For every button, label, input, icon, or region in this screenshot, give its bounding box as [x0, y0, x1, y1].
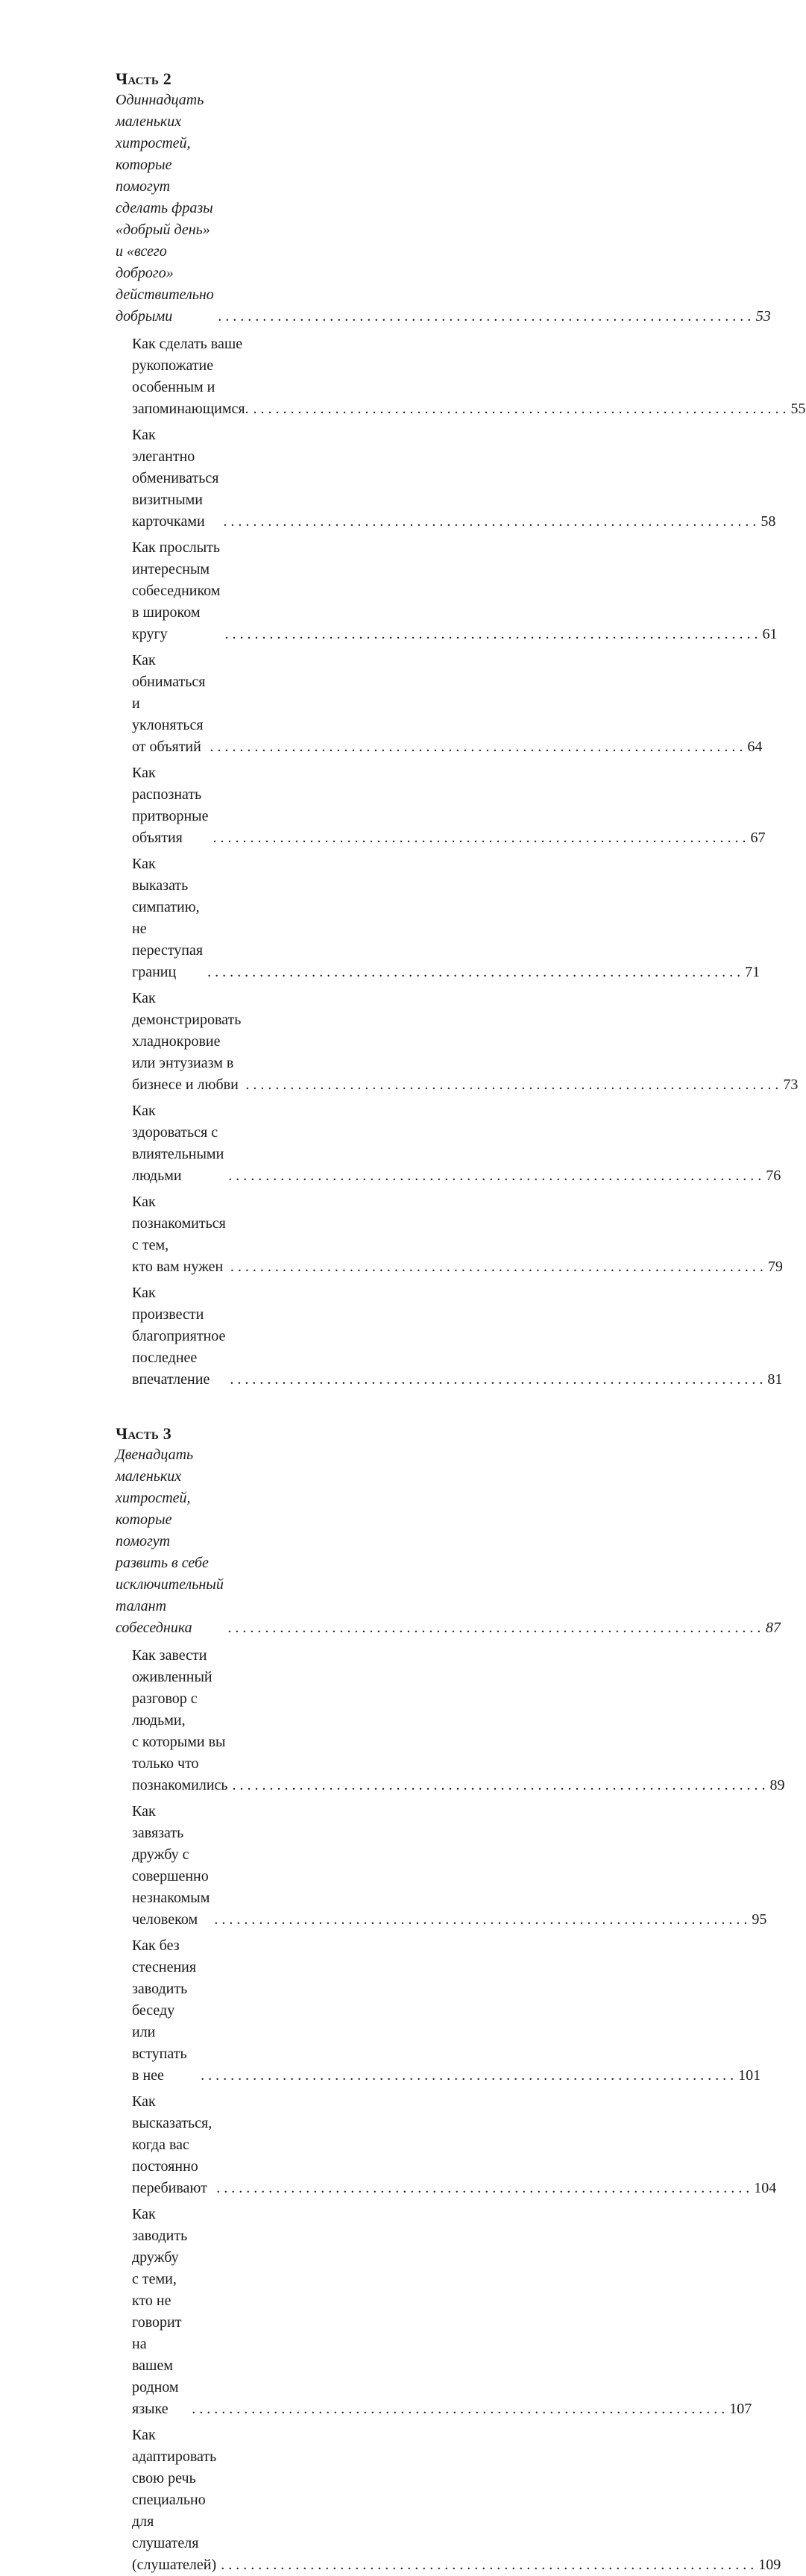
entry-title: Как высказаться, когда вас постоянно перебивают	[132, 2093, 212, 2196]
dot-leader	[224, 624, 758, 645]
page-number: 71	[745, 964, 761, 980]
dot-leader	[230, 1369, 763, 1391]
entry-title: Как распознать притворные объятия	[132, 765, 209, 846]
entry-title: Как адаптировать свою речь специально для слушателя (слушателей)	[132, 2427, 217, 2573]
dot-leader	[254, 398, 787, 420]
entry-title: Как без стеснения заводить беседу или вступать в нее	[132, 1937, 197, 2084]
dot-leader	[245, 1074, 778, 1096]
dot-leader	[207, 962, 740, 983]
dot-leader	[192, 2398, 725, 2420]
dot-leader	[228, 1617, 761, 1639]
page-number: 61	[762, 626, 778, 642]
entry-title: Как познакомиться с тем, кто вам нужен	[132, 1194, 226, 1275]
toc-entry[interactable]	[116, 333, 806, 420]
toc-entry[interactable]	[116, 2204, 752, 2420]
dot-leader	[230, 1256, 764, 1278]
entry-title: Как элегантно обмениваться визитными карточками	[132, 427, 219, 530]
page-number: 73	[783, 1077, 799, 1093]
toc-entry[interactable]	[116, 650, 763, 758]
page-number: 79	[767, 1259, 783, 1275]
page-number: 64	[747, 739, 763, 755]
dot-leader	[201, 2065, 734, 2087]
toc-entry[interactable]	[116, 1100, 781, 1187]
dot-leader	[218, 306, 752, 328]
page-number: 55	[790, 401, 806, 417]
toc-entry[interactable]	[116, 1801, 767, 1931]
toc-entry[interactable]	[116, 424, 776, 533]
part-heading-entry[interactable]	[116, 90, 771, 328]
entry-title: Как демонстрировать хладнокровие или энтузиазм в бизнесе и любви	[132, 990, 242, 1093]
entry-title: Как завязать дружбу с совершенно незнакомым человеком	[132, 1803, 210, 1928]
page-number: 109	[758, 2557, 781, 2573]
page-number: 67	[750, 830, 766, 846]
entry-title: Как произвести благоприятное последнее впечатление	[132, 1285, 226, 1388]
dot-leader	[214, 1909, 747, 1931]
toc-entry[interactable]	[116, 2091, 777, 2199]
entry-title: Как обниматься и уклоняться от объятий	[132, 652, 206, 755]
toc-part-3	[116, 1423, 785, 2576]
dot-leader	[228, 1165, 761, 1187]
dot-leader	[221, 2554, 754, 2576]
entry-title: Как выказать симпатию, не переступая границ	[132, 856, 204, 980]
page-number: 89	[769, 1777, 785, 1793]
toc-entry[interactable]	[116, 1191, 783, 1278]
page-number: 107	[729, 2401, 752, 2417]
toc-part-2	[116, 69, 806, 1391]
dot-leader	[210, 736, 743, 758]
toc-entry[interactable]	[116, 988, 799, 1096]
toc-entry[interactable]	[116, 1645, 785, 1796]
dot-leader	[233, 1775, 766, 1796]
page-number: 87	[765, 1620, 781, 1636]
toc-entry[interactable]	[116, 1282, 783, 1391]
page-number: 58	[761, 513, 776, 530]
toc-entry[interactable]	[116, 537, 778, 645]
part-title	[116, 1423, 574, 1444]
toc-entry[interactable]	[116, 762, 766, 849]
part-label: Часть	[116, 1424, 159, 1443]
page-number: 95	[752, 1911, 767, 1928]
entry-title: Двенадцать маленьких хитростей, которые помогут развить в себе исключительный талант собеседника	[116, 1447, 224, 1636]
toc-entry[interactable]	[116, 2425, 781, 2576]
part-number: 3	[163, 1424, 171, 1443]
part-number: 2	[163, 69, 171, 88]
page-number: 101	[738, 2067, 761, 2084]
dot-leader	[216, 2178, 749, 2199]
page-number: 53	[755, 308, 771, 325]
toc-entry[interactable]	[116, 853, 761, 983]
entry-title: Как заводить дружбу с теми, кто не говорит на вашем родном языке	[132, 2206, 188, 2417]
entry-title: Как сделать ваше рукопожатие особенным и запоминающимся.	[132, 336, 249, 417]
toc-entry[interactable]	[116, 1935, 761, 2087]
entry-title: Как завести оживленный разговор с людьми, с которыми вы только что познакомились	[132, 1647, 228, 1793]
page-number: 81	[767, 1371, 783, 1388]
dot-leader	[223, 511, 756, 533]
part-heading-entry[interactable]	[116, 1444, 781, 1639]
entry-title: Одиннадцать маленьких хитростей, которые помогут сделать фразы «добрый день» и «всего доброго» действительно добрыми	[116, 92, 214, 325]
part-title	[116, 69, 574, 90]
page-number: 76	[766, 1168, 781, 1184]
part-label: Часть	[116, 69, 159, 88]
entry-title: Как здороваться с влиятельными людьми	[132, 1103, 224, 1184]
dot-leader	[212, 827, 746, 849]
entry-title: Как прослыть интересным собеседником в широком кругу	[132, 539, 221, 642]
page-number: 104	[754, 2180, 777, 2196]
